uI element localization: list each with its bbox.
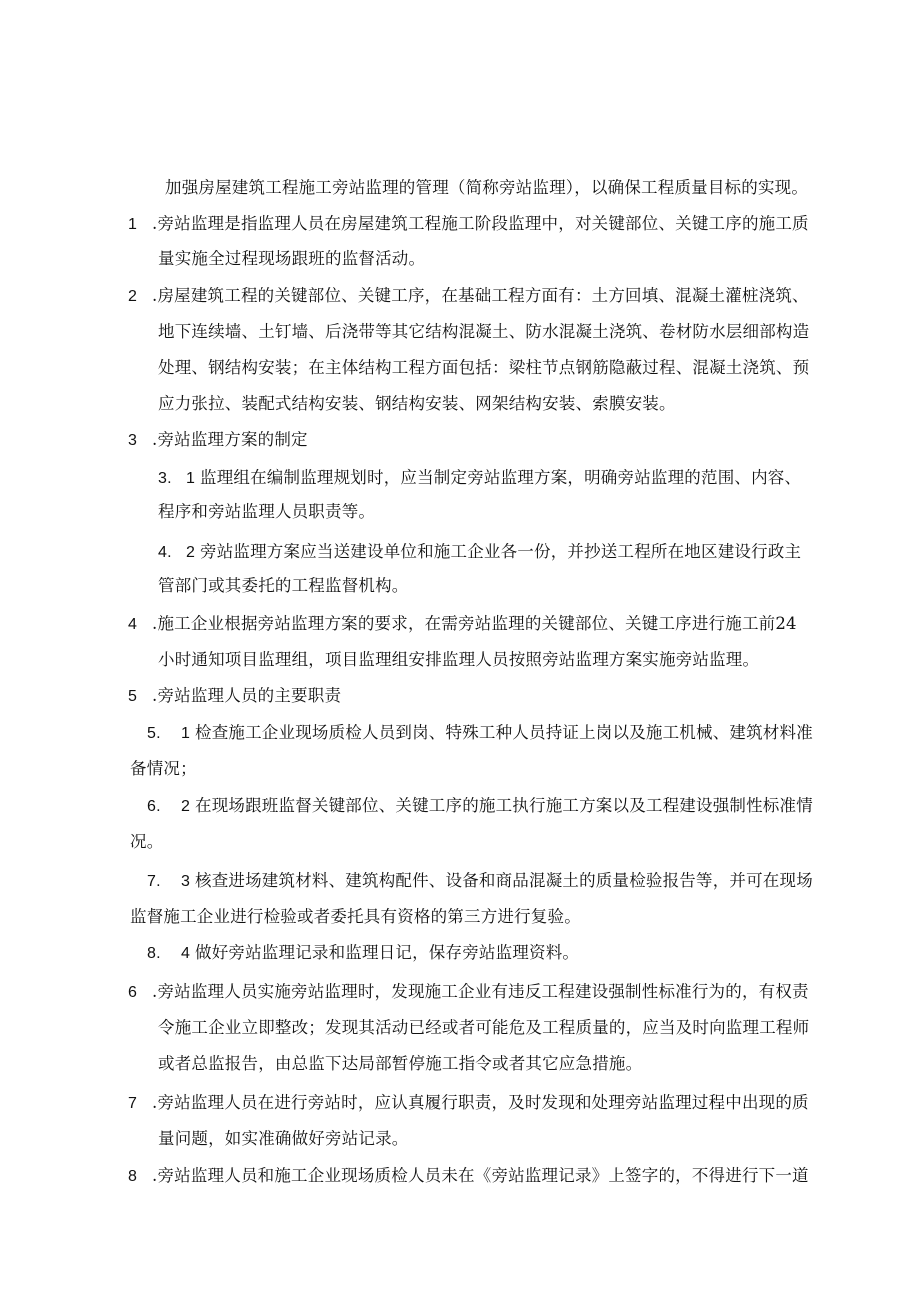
subitem-3-1-number: 3. bbox=[158, 470, 172, 487]
item-3-number: 3 bbox=[128, 432, 138, 449]
subitem-3-1-line-1 bbox=[158, 466, 801, 491]
subitem-5-4-text-1: 做好旁站监理记录和监理日记，保存旁站监理资料。 bbox=[195, 943, 580, 962]
item-6-text-1: .旁站监理人员实施旁站监理时，发现施工企业有违反工程建设强制性标准行为的，有权责 bbox=[152, 982, 809, 1001]
item-2-line-1 bbox=[128, 284, 809, 309]
item-8-text-1: .旁站监理人员和施工企业现场质检人员未在《旁站监理记录》上签字的，不得进行下一道 bbox=[152, 1166, 809, 1185]
item-7-line-2: 量问题，如实准确做好旁站记录。 bbox=[158, 1129, 409, 1148]
subitem-5-1-text-1: 检查施工企业现场质检人员到岗、特殊工种人员持证上岗以及施工机械、建筑材料准 bbox=[195, 723, 813, 742]
item-6-line-2: 令施工企业立即整改；发现其活动已经或者可能危及工程质量的，应当及时向监理工程师 bbox=[158, 1018, 810, 1037]
item-8-number: 8 bbox=[128, 1168, 138, 1185]
item-2-line-2: 地下连续墙、土钉墙、后浇带等其它结构混凝土、防水混凝土浇筑、卷材防水层细部构造 bbox=[158, 322, 810, 341]
subitem-3-2-line-1 bbox=[158, 540, 801, 565]
subitem-3-2-sub: 2 bbox=[186, 544, 196, 561]
item-7-text-1: .旁站监理人员在进行旁站时，应认真履行职责，及时发现和处理旁站监理过程中出现的质 bbox=[152, 1093, 809, 1112]
item-1-line-1 bbox=[128, 212, 809, 237]
item-4-line-1 bbox=[128, 612, 797, 637]
subitem-5-1-number: 5. bbox=[147, 725, 161, 742]
item-5-text: .旁站监理人员的主要职责 bbox=[152, 686, 342, 705]
subitem-5-3-sub: 3 bbox=[181, 873, 191, 890]
subitem-3-1-line-2: 程序和旁站监理人员职责等。 bbox=[158, 502, 376, 521]
item-4-line-2: 小时通知项目监理组，项目监理组安排监理人员按照旁站监理方案实施旁站监理。 bbox=[158, 650, 760, 669]
item-2-line-4: 应力张拉、装配式结构安装、钢结构安装、网架结构安装、索膜安装。 bbox=[158, 394, 676, 413]
item-4-number: 4 bbox=[128, 616, 138, 633]
subitem-5-3-text-1: 核查进场建筑材料、建筑构配件、设备和商品混凝土的质量检验报告等，并可在现场 bbox=[195, 871, 813, 890]
item-2-text-1: .房屋建筑工程的关键部位、关键工序，在基础工程方面有：土方回填、混凝土灌桩浇筑、 bbox=[152, 286, 809, 305]
item-2-number: 2 bbox=[128, 288, 138, 305]
subitem-5-2-line-1 bbox=[147, 794, 813, 819]
item-2-line-3: 处理、钢结构安装；在主体结构工程方面包括：梁柱节点钢筋隐蔽过程、混凝土浇筑、预 bbox=[158, 358, 810, 377]
subitem-3-2-number: 4. bbox=[158, 544, 172, 561]
subitem-5-4-line-1 bbox=[147, 941, 579, 966]
subitem-5-4-sub: 4 bbox=[181, 945, 191, 962]
subitem-3-2-line-2: 管部门或其委托的工程监督机构。 bbox=[158, 576, 409, 595]
subitem-5-1-line-1 bbox=[147, 721, 813, 746]
subitem-5-2-line-2: 况。 bbox=[130, 832, 164, 851]
item-4-text-1: .施工企业根据旁站监理方案的要求，在需旁站监理的关键部位、关键工序进行施工前24 bbox=[152, 614, 797, 633]
item-6-line-3: 或者总监报告，由总监下达局部暂停施工指令或者其它应急措施。 bbox=[158, 1054, 643, 1073]
item-3-heading bbox=[128, 428, 308, 453]
subitem-5-2-text-1: 在现场跟班监督关键部位、关键工序的施工执行施工方案以及工程建设强制性标准情 bbox=[195, 796, 813, 815]
item-5-heading bbox=[128, 684, 341, 709]
subitem-3-1-text-1: 监理组在编制监理规划时，应当制定旁站监理方案，明确旁站监理的范围、内容、 bbox=[200, 468, 802, 487]
item-1-number: 1 bbox=[128, 216, 138, 233]
item-6-number: 6 bbox=[128, 984, 138, 1001]
item-7-line-1 bbox=[128, 1091, 809, 1116]
intro-paragraph: 加强房屋建筑工程施工旁站监理的管理（简称旁站监理），以确保工程质量目标的实现。 bbox=[165, 178, 809, 197]
subitem-5-2-number: 6. bbox=[147, 798, 161, 815]
subitem-5-4-number: 8. bbox=[147, 945, 161, 962]
subitem-5-3-line-1 bbox=[147, 869, 813, 894]
item-1-line-2: 量实施全过程现场跟班的监督活动。 bbox=[158, 249, 426, 268]
item-8-line-1 bbox=[128, 1164, 809, 1189]
subitem-5-3-line-2: 监督施工企业进行检验或者委托具有资格的第三方进行复验。 bbox=[130, 907, 581, 926]
subitem-5-1-sub: 1 bbox=[181, 725, 191, 742]
item-7-number: 7 bbox=[128, 1095, 138, 1112]
subitem-5-2-sub: 2 bbox=[181, 798, 191, 815]
item-3-text: .旁站监理方案的制定 bbox=[152, 430, 308, 449]
subitem-5-1-line-2: 备情况； bbox=[130, 759, 197, 778]
item-6-line-1 bbox=[128, 980, 809, 1005]
item-1-text-1: .旁站监理是指监理人员在房屋建筑工程施工阶段监理中，对关键部位、关键工序的施工质 bbox=[152, 214, 809, 233]
subitem-5-3-number: 7. bbox=[147, 873, 161, 890]
subitem-3-1-sub: 1 bbox=[186, 470, 196, 487]
subitem-3-2-text-1: 旁站监理方案应当送建设单位和施工企业各一份，并抄送工程所在地区建设行政主 bbox=[200, 542, 802, 561]
item-5-number: 5 bbox=[128, 688, 138, 705]
